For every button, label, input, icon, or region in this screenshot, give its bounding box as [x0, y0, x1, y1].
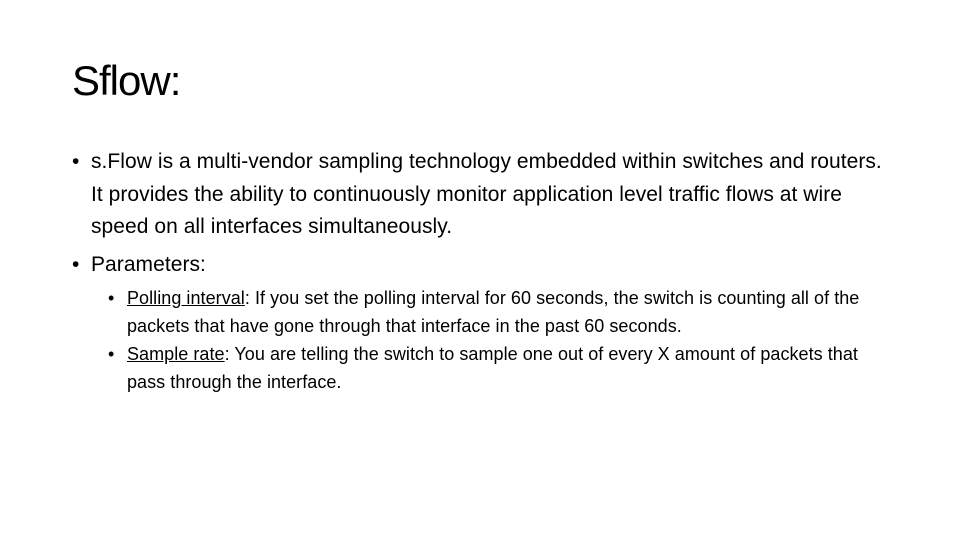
sub-bullet-item-polling-interval: [108, 285, 888, 340]
bullet-icon: •: [72, 150, 80, 173]
sub-bullet-text: : You are telling the switch to sample one out of every X amount of packets that pass through the interface.: [127, 344, 858, 392]
slide-title: Sflow:: [72, 57, 181, 104]
bullet-item-parameters: [72, 249, 888, 397]
bullet-icon: •: [72, 252, 80, 276]
term-sample-rate: Sample rate: [127, 344, 225, 364]
bullet-icon: •: [108, 288, 115, 308]
sub-bullet-item-sample-rate: [108, 341, 888, 396]
bullet-item-sflow-description: [72, 146, 888, 244]
sub-bullet-text: : If you set the polling interval for 60 seconds, the switch is counting all of the packets that have gone through that interface in the past 60 seconds.: [127, 288, 860, 336]
bullet-icon: •: [108, 344, 115, 364]
bullet-text: Parameters:: [91, 252, 206, 276]
slide-body: [72, 146, 888, 401]
term-polling-interval: Polling interval: [127, 288, 245, 308]
bullet-list: [72, 146, 888, 396]
sub-bullet-list: [108, 285, 888, 396]
bullet-text: s.Flow is a multi-vendor sampling technology embedded within switches and routers. It provides the ability to continuously monitor application level traffic flows at wire speed on all interfaces simultaneously.: [91, 150, 882, 238]
